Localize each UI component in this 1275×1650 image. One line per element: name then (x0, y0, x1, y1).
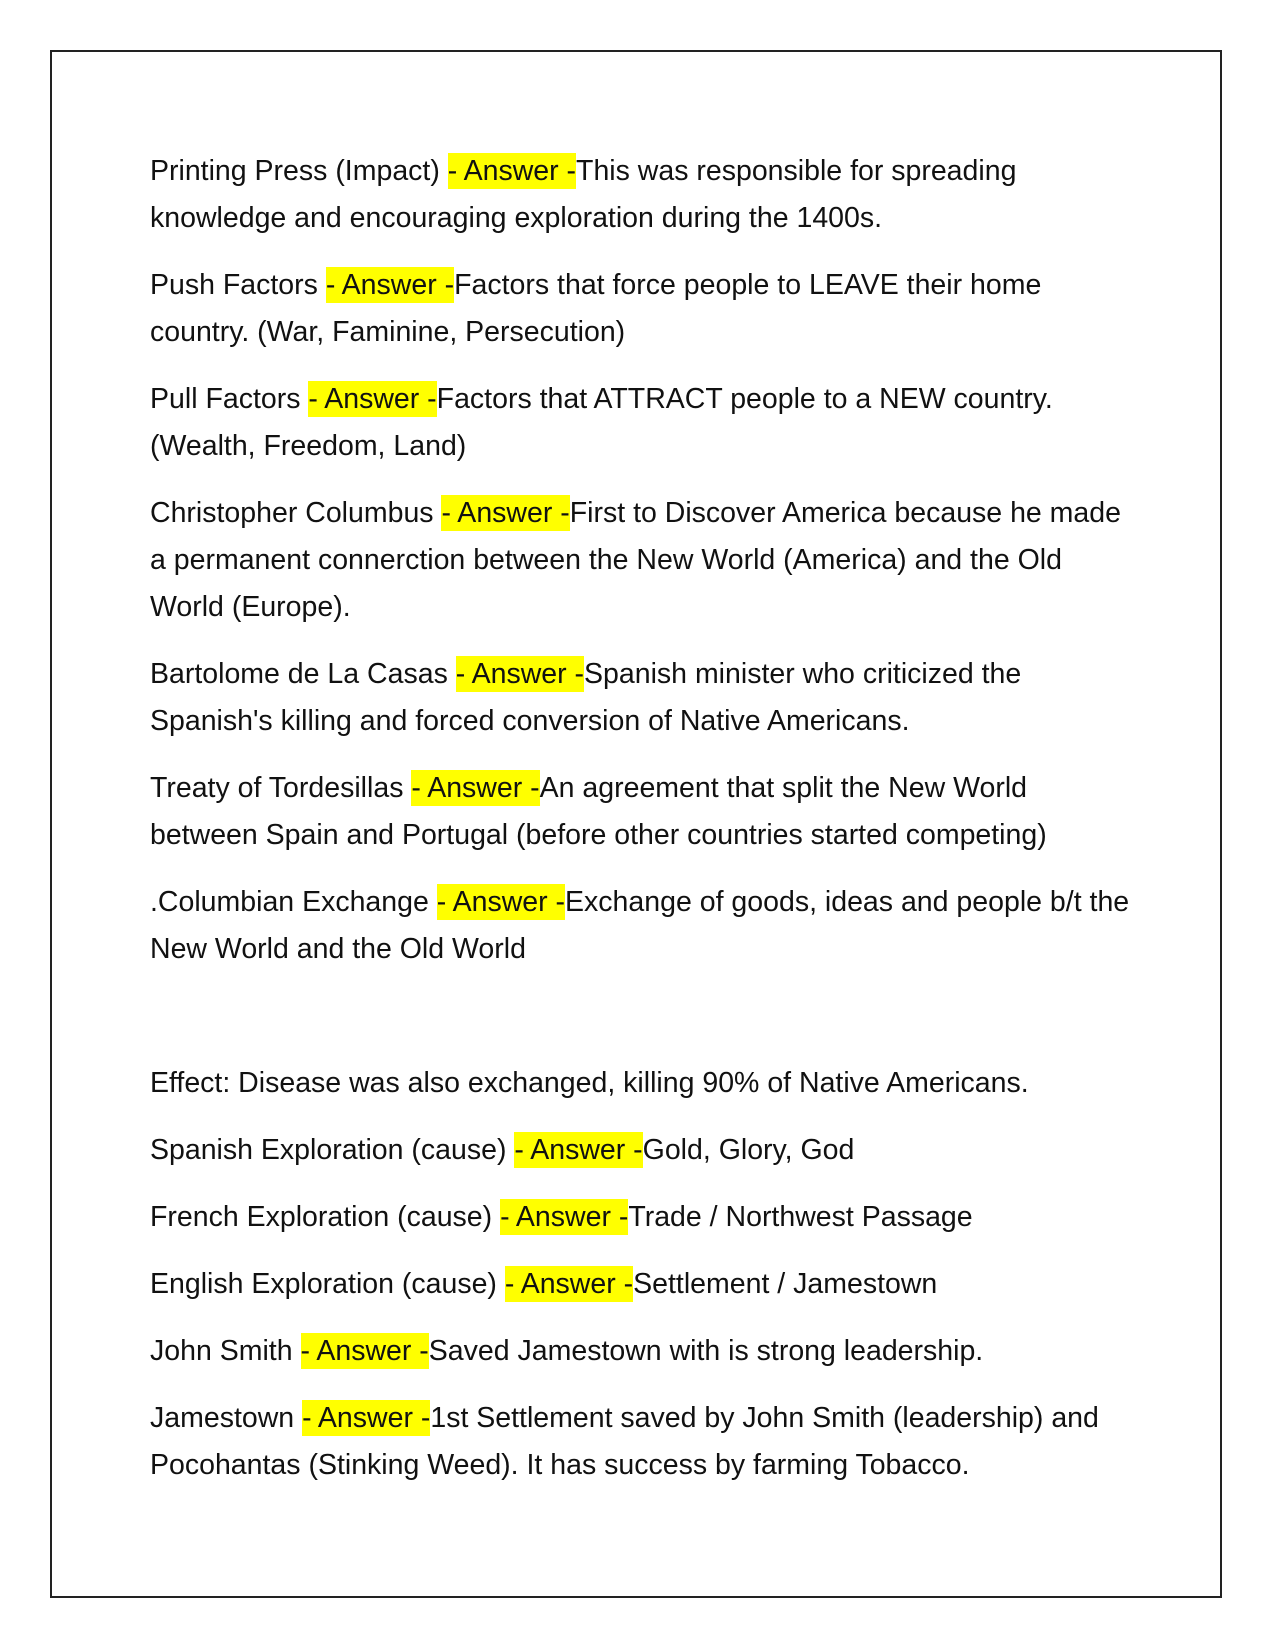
answer-highlight: - Answer - (504, 1268, 634, 1300)
definition: 1st Settlement saved by John Smith (leadership) and Pocohantas (Stinking Weed). It has success by farming Tobacco. (150, 1402, 1099, 1481)
flashcard-entry (150, 1127, 1135, 1174)
flashcard-entry (150, 765, 1135, 859)
term: .Columbian Exchange (150, 886, 437, 918)
flashcard-entry (150, 376, 1135, 470)
answer-highlight: - Answer - (500, 1201, 629, 1233)
term: Printing Press (Impact) (150, 155, 448, 187)
term: Christopher Columbus (150, 497, 442, 529)
answer-highlight: - Answer - (411, 772, 540, 804)
answer-highlight: - Answer - (441, 497, 570, 529)
flashcard-entry (150, 879, 1135, 973)
definition: This was responsible for spreading knowledge and encouraging exploration during the 1400s. (150, 155, 1017, 234)
answer-highlight: - Answer - (436, 886, 566, 918)
term: French Exploration (cause) (150, 1201, 501, 1233)
effect-note: Effect: Disease was also exchanged, killing 90% of Native Americans. (150, 1067, 1029, 1099)
term: Push Factors (150, 269, 326, 301)
flashcard-list (150, 148, 1135, 1509)
term: Jamestown (150, 1402, 303, 1434)
flashcard-entry (150, 1261, 1135, 1308)
flashcard-entry (150, 490, 1135, 631)
term: John Smith (150, 1335, 301, 1367)
term: Treaty of Tordesillas (150, 772, 412, 804)
flashcard-entry (150, 1194, 1135, 1241)
term: English Exploration (cause) (150, 1268, 505, 1300)
definition: Saved Jamestown with is strong leadership. (428, 1335, 984, 1367)
flashcard-entry (150, 262, 1135, 356)
blank-line (150, 993, 1135, 1060)
definition: Gold, Glory, God (642, 1134, 855, 1166)
definition: Settlement / Jamestown (633, 1268, 938, 1300)
answer-highlight: - Answer - (455, 658, 585, 690)
flashcard-entry (150, 148, 1135, 242)
definition: Factors that force people to LEAVE their home country. (War, Faminine, Persecution) (150, 269, 1042, 348)
flashcard-entry (150, 1328, 1135, 1375)
term: Spanish Exploration (cause) (150, 1134, 515, 1166)
definition: Spanish minister who criticized the Spanish's killing and forced conversion of Native Americans. (150, 658, 1022, 737)
flashcard-entry (150, 651, 1135, 745)
answer-highlight: - Answer - (325, 269, 455, 301)
term: Pull Factors (150, 383, 309, 415)
definition: First to Discover America because he made a permanent connerction between the New World (America) and the Old World (Europe). (150, 497, 1121, 623)
flashcard-entry (150, 1395, 1135, 1489)
definition: Factors that ATTRACT people to a NEW country. (Wealth, Freedom, Land) (150, 383, 1053, 462)
answer-highlight: - Answer - (302, 1402, 431, 1434)
definition: Exchange of goods, ideas and people b/t the New World and the Old World (150, 886, 1130, 965)
definition: An agreement that split the New World between Spain and Portugal (before other countries started competing) (150, 772, 1047, 851)
definition: Trade / Northwest Passage (628, 1201, 973, 1233)
answer-highlight: - Answer - (300, 1335, 429, 1367)
answer-highlight: - Answer - (514, 1134, 643, 1166)
answer-highlight: - Answer - (447, 155, 577, 187)
term: Bartolome de La Casas (150, 658, 456, 690)
answer-highlight: - Answer - (308, 383, 437, 415)
